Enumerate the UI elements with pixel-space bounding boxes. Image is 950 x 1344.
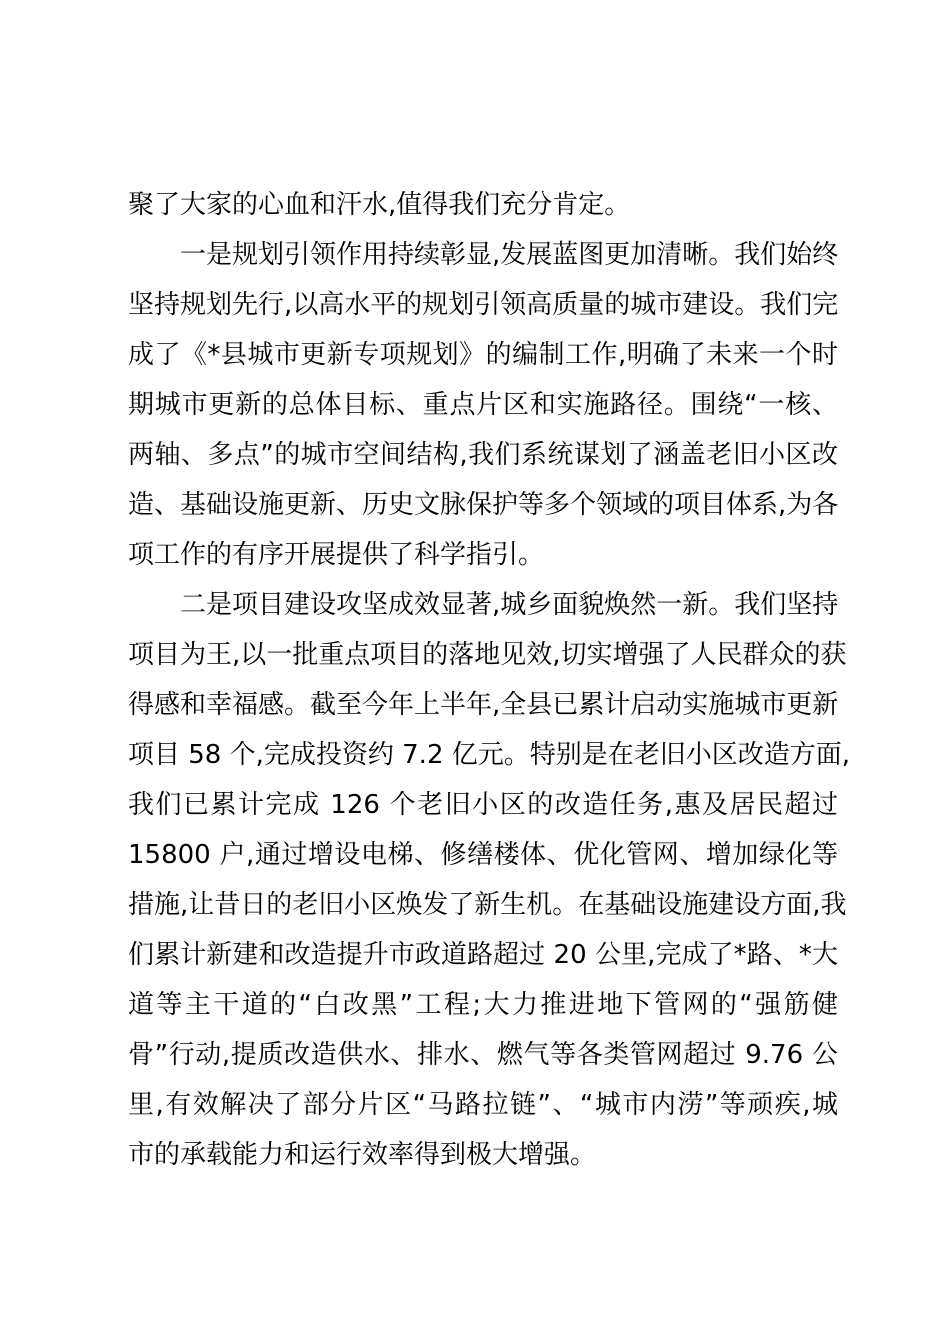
paragraph-planning (128, 230, 838, 580)
text-line: 项工作的有序开展提供了科学指引。 (128, 540, 545, 570)
text-line: 得感和幸福感。截至今年上半年,全县已累计启动实施城市更新 (128, 690, 839, 720)
text-line: 我们已累计完成 126 个老旧小区的改造任务,惠及居民超过 (128, 790, 838, 820)
text-line: 坚持规划先行,以高水平的规划引领高质量的城市建设。我们完 (128, 290, 839, 320)
text-line: 两轴、多点”的城市空间结构,我们系统谋划了涵盖老旧小区改 (128, 440, 838, 470)
text-line: 措施,让昔日的老旧小区焕发了新生机。在基础设施建设方面,我 (128, 890, 847, 920)
text-line: 一是规划引领作用持续彰显,发展蓝图更加清晰。我们始终 (180, 240, 839, 270)
text-line: 里,有效解决了部分片区“马路拉链”、“城市内涝”等顽疾,城 (128, 1090, 838, 1120)
text-line: 项目为王,以一批重点项目的落地见效,切实增强了人民群众的获 (128, 640, 847, 670)
paragraph-projects (128, 580, 851, 1180)
document-body (128, 180, 851, 1180)
text-line: 项目 58 个,完成投资约 7.2 亿元。特别是在老旧小区改造方面, (128, 740, 851, 770)
text-line: 们累计新建和改造提升市政道路超过 20 公里,完成了*路、*大 (128, 940, 838, 970)
text-line: 15800 户,通过增设电梯、修缮楼体、优化管网、增加绿化等 (128, 840, 838, 870)
paragraph-intro-continued (128, 180, 838, 230)
text-line: 骨”行动,提质改造供水、排水、燃气等各类管网超过 9.76 公 (128, 1040, 838, 1070)
text-line: 二是项目建设攻坚成效显著,城乡面貌焕然一新。我们坚持 (180, 590, 839, 620)
text-line: 聚了大家的心血和汗水,值得我们充分肯定。 (128, 190, 631, 220)
text-line: 道等主干道的“白改黑”工程;大力推进地下管网的“强筋健 (128, 990, 838, 1020)
text-line: 造、基础设施更新、历史文脉保护等多个领域的项目体系,为各 (128, 490, 839, 520)
text-line: 市的承载能力和运行效率得到极大增强。 (128, 1140, 597, 1170)
text-line: 成了《*县城市更新专项规划》的编制工作,明确了未来一个时 (128, 340, 838, 370)
text-line: 期城市更新的总体目标、重点片区和实施路径。围绕“一核、 (128, 390, 838, 420)
